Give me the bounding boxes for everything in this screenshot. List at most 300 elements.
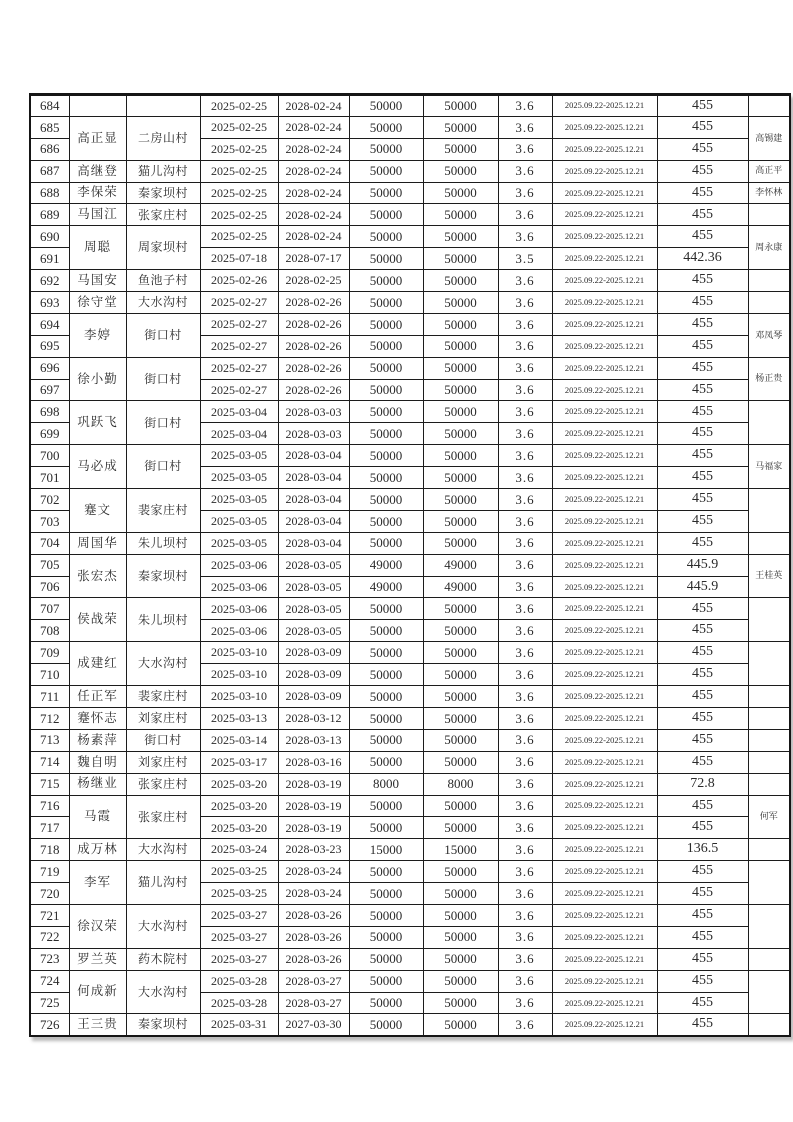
cell-name: 成建红 [69, 642, 126, 686]
cell-row-number: 708 [30, 620, 69, 642]
table-row [30, 839, 790, 861]
cell-rate: 3.6 [498, 116, 552, 138]
cell-name: 魏自明 [69, 751, 126, 773]
cell-end-date: 2028-02-26 [278, 313, 349, 335]
cell-row-number: 726 [30, 1014, 69, 1036]
cell-rate: 3.6 [498, 445, 552, 467]
cell-amount: 50000 [349, 970, 423, 992]
cell-end-date: 2028-02-24 [278, 182, 349, 204]
cell-start-date: 2025-07-18 [200, 248, 278, 270]
cell-interest: 445.9 [657, 576, 748, 598]
cell-end-date: 2028-03-09 [278, 664, 349, 686]
table-row [30, 970, 790, 992]
cell-start-date: 2025-02-25 [200, 138, 278, 160]
cell-end-date: 2028-02-26 [278, 292, 349, 314]
records-table [29, 93, 791, 1037]
table-row [30, 95, 790, 117]
cell-village: 街口村 [126, 445, 200, 489]
cell-amount: 50000 [349, 817, 423, 839]
cell-rate: 3.6 [498, 554, 552, 576]
cell-agent: 高正平 [748, 160, 790, 182]
cell-rate: 3.6 [498, 292, 552, 314]
cell-agent: 杨正贵 [748, 357, 790, 401]
cell-row-number: 710 [30, 664, 69, 686]
cell-amount: 50000 [349, 445, 423, 467]
cell-name: 周聪 [69, 226, 126, 270]
cell-interest: 455 [657, 95, 748, 117]
cell-name: 杨素萍 [69, 729, 126, 751]
cell-balance: 50000 [423, 532, 498, 554]
cell-end-date: 2028-03-19 [278, 773, 349, 795]
cell-interest-period: 2025.09.22-2025.12.21 [552, 554, 657, 576]
cell-interest-period: 2025.09.22-2025.12.21 [552, 751, 657, 773]
cell-name: 成万林 [69, 839, 126, 861]
cell-interest: 455 [657, 1014, 748, 1036]
cell-rate: 3.6 [498, 926, 552, 948]
cell-agent [748, 707, 790, 729]
cell-rate: 3.6 [498, 226, 552, 248]
cell-balance: 50000 [423, 883, 498, 905]
cell-amount: 50000 [349, 642, 423, 664]
cell-balance: 50000 [423, 313, 498, 335]
cell-interest: 136.5 [657, 839, 748, 861]
cell-interest: 455 [657, 357, 748, 379]
cell-interest: 455 [657, 182, 748, 204]
cell-row-number: 697 [30, 379, 69, 401]
cell-agent [748, 204, 790, 226]
cell-start-date: 2025-03-28 [200, 970, 278, 992]
cell-row-number: 714 [30, 751, 69, 773]
cell-end-date: 2028-03-09 [278, 686, 349, 708]
cell-row-number: 711 [30, 686, 69, 708]
cell-rate: 3.6 [498, 510, 552, 532]
cell-row-number: 694 [30, 313, 69, 335]
cell-interest-period: 2025.09.22-2025.12.21 [552, 948, 657, 970]
cell-balance: 50000 [423, 95, 498, 117]
cell-village: 秦家坝村 [126, 182, 200, 204]
cell-row-number: 705 [30, 554, 69, 576]
table-row [30, 554, 790, 576]
cell-interest: 455 [657, 313, 748, 335]
cell-balance: 50000 [423, 357, 498, 379]
cell-start-date: 2025-02-27 [200, 292, 278, 314]
cell-end-date: 2028-03-05 [278, 598, 349, 620]
cell-interest: 455 [657, 926, 748, 948]
cell-rate: 3.6 [498, 1014, 552, 1036]
cell-end-date: 2028-03-24 [278, 883, 349, 905]
cell-start-date: 2025-02-27 [200, 379, 278, 401]
cell-balance: 50000 [423, 292, 498, 314]
table-row [30, 532, 790, 554]
cell-agent [748, 729, 790, 751]
cell-agent [748, 1014, 790, 1036]
cell-agent: 高锡建 [748, 116, 790, 160]
table-row [30, 861, 790, 883]
cell-village: 刘家庄村 [126, 707, 200, 729]
cell-agent [748, 292, 790, 314]
cell-amount: 50000 [349, 489, 423, 511]
cell-balance: 50000 [423, 138, 498, 160]
cell-rate: 3.6 [498, 642, 552, 664]
cell-name: 徐小勤 [69, 357, 126, 401]
cell-start-date: 2025-03-27 [200, 926, 278, 948]
cell-agent [748, 751, 790, 773]
cell-agent [748, 95, 790, 117]
cell-start-date: 2025-03-20 [200, 817, 278, 839]
cell-rate: 3.6 [498, 576, 552, 598]
cell-interest-period: 2025.09.22-2025.12.21 [552, 904, 657, 926]
cell-interest-period: 2025.09.22-2025.12.21 [552, 357, 657, 379]
cell-interest: 455 [657, 883, 748, 905]
cell-row-number: 724 [30, 970, 69, 992]
cell-rate: 3.6 [498, 357, 552, 379]
cell-name: 王三贵 [69, 1014, 126, 1036]
cell-amount: 50000 [349, 1014, 423, 1036]
cell-interest: 455 [657, 948, 748, 970]
cell-village: 大水沟村 [126, 970, 200, 1014]
cell-start-date: 2025-02-25 [200, 182, 278, 204]
cell-end-date: 2028-03-26 [278, 904, 349, 926]
cell-balance: 50000 [423, 686, 498, 708]
cell-village: 街口村 [126, 357, 200, 401]
table-row [30, 116, 790, 138]
cell-interest: 455 [657, 817, 748, 839]
table-row [30, 773, 790, 795]
cell-balance: 50000 [423, 335, 498, 357]
cell-village: 张家庄村 [126, 204, 200, 226]
cell-interest: 455 [657, 379, 748, 401]
cell-name: 任正军 [69, 686, 126, 708]
cell-balance: 50000 [423, 861, 498, 883]
cell-interest-period: 2025.09.22-2025.12.21 [552, 292, 657, 314]
cell-interest-period: 2025.09.22-2025.12.21 [552, 861, 657, 883]
cell-rate: 3.6 [498, 751, 552, 773]
cell-end-date: 2028-02-24 [278, 116, 349, 138]
cell-balance: 8000 [423, 773, 498, 795]
cell-agent [748, 686, 790, 708]
cell-interest: 455 [657, 686, 748, 708]
table-row [30, 904, 790, 926]
cell-start-date: 2025-03-27 [200, 948, 278, 970]
cell-interest: 455 [657, 116, 748, 138]
table-row [30, 401, 790, 423]
cell-name: 马必成 [69, 445, 126, 489]
cell-rate: 3.6 [498, 839, 552, 861]
cell-name: 高继登 [69, 160, 126, 182]
cell-end-date: 2028-03-04 [278, 467, 349, 489]
cell-start-date: 2025-02-25 [200, 226, 278, 248]
cell-amount: 50000 [349, 467, 423, 489]
cell-amount: 8000 [349, 773, 423, 795]
cell-interest: 455 [657, 904, 748, 926]
cell-interest: 455 [657, 445, 748, 467]
cell-start-date: 2025-03-28 [200, 992, 278, 1014]
cell-row-number: 715 [30, 773, 69, 795]
cell-balance: 50000 [423, 948, 498, 970]
cell-amount: 50000 [349, 95, 423, 117]
cell-row-number: 722 [30, 926, 69, 948]
cell-balance: 50000 [423, 401, 498, 423]
cell-name: 徐守堂 [69, 292, 126, 314]
cell-end-date: 2028-03-03 [278, 401, 349, 423]
cell-interest-period: 2025.09.22-2025.12.21 [552, 883, 657, 905]
cell-rate: 3.6 [498, 138, 552, 160]
cell-balance: 50000 [423, 445, 498, 467]
cell-name: 侯战荣 [69, 598, 126, 642]
cell-row-number: 684 [30, 95, 69, 117]
cell-balance: 50000 [423, 467, 498, 489]
cell-start-date: 2025-02-25 [200, 116, 278, 138]
cell-interest: 455 [657, 598, 748, 620]
cell-village: 猫儿沟村 [126, 861, 200, 905]
cell-end-date: 2028-03-03 [278, 423, 349, 445]
cell-agent: 邓凤琴 [748, 313, 790, 357]
cell-interest: 455 [657, 795, 748, 817]
cell-end-date: 2028-02-24 [278, 138, 349, 160]
cell-rate: 3.6 [498, 729, 552, 751]
cell-rate: 3.6 [498, 270, 552, 292]
cell-rate: 3.6 [498, 861, 552, 883]
cell-amount: 50000 [349, 335, 423, 357]
cell-rate: 3.6 [498, 532, 552, 554]
cell-village: 街口村 [126, 313, 200, 357]
cell-interest-period: 2025.09.22-2025.12.21 [552, 95, 657, 117]
cell-agent [748, 904, 790, 948]
cell-interest-period: 2025.09.22-2025.12.21 [552, 992, 657, 1014]
cell-row-number: 717 [30, 817, 69, 839]
cell-row-number: 718 [30, 839, 69, 861]
cell-start-date: 2025-03-04 [200, 423, 278, 445]
cell-amount: 50000 [349, 204, 423, 226]
cell-start-date: 2025-03-06 [200, 620, 278, 642]
cell-interest-period: 2025.09.22-2025.12.21 [552, 926, 657, 948]
cell-interest-period: 2025.09.22-2025.12.21 [552, 970, 657, 992]
cell-balance: 50000 [423, 226, 498, 248]
cell-village: 大水沟村 [126, 292, 200, 314]
cell-start-date: 2025-03-05 [200, 467, 278, 489]
cell-agent: 马福家 [748, 445, 790, 489]
cell-amount: 50000 [349, 160, 423, 182]
cell-rate: 3.6 [498, 95, 552, 117]
table-row [30, 598, 790, 620]
cell-amount: 50000 [349, 620, 423, 642]
cell-interest-period: 2025.09.22-2025.12.21 [552, 379, 657, 401]
cell-row-number: 706 [30, 576, 69, 598]
cell-amount: 50000 [349, 707, 423, 729]
cell-amount: 50000 [349, 379, 423, 401]
cell-name: 高正显 [69, 116, 126, 160]
cell-row-number: 703 [30, 510, 69, 532]
cell-amount: 50000 [349, 270, 423, 292]
cell-end-date: 2028-03-19 [278, 795, 349, 817]
cell-rate: 3.6 [498, 160, 552, 182]
cell-interest: 455 [657, 751, 748, 773]
cell-interest: 445.9 [657, 554, 748, 576]
cell-row-number: 689 [30, 204, 69, 226]
cell-interest-period: 2025.09.22-2025.12.21 [552, 335, 657, 357]
cell-amount: 50000 [349, 248, 423, 270]
cell-balance: 50000 [423, 620, 498, 642]
cell-row-number: 687 [30, 160, 69, 182]
cell-start-date: 2025-03-10 [200, 642, 278, 664]
cell-row-number: 685 [30, 116, 69, 138]
cell-rate: 3.6 [498, 401, 552, 423]
cell-agent [748, 970, 790, 1014]
cell-interest: 455 [657, 226, 748, 248]
cell-interest: 455 [657, 335, 748, 357]
cell-village: 刘家庄村 [126, 751, 200, 773]
cell-amount: 50000 [349, 861, 423, 883]
cell-end-date: 2028-02-24 [278, 226, 349, 248]
cell-end-date: 2028-03-04 [278, 489, 349, 511]
cell-row-number: 720 [30, 883, 69, 905]
cell-village: 张家庄村 [126, 795, 200, 839]
table-row [30, 160, 790, 182]
cell-agent [748, 642, 790, 686]
cell-row-number: 725 [30, 992, 69, 1014]
cell-interest-period: 2025.09.22-2025.12.21 [552, 423, 657, 445]
cell-balance: 50000 [423, 182, 498, 204]
cell-interest: 455 [657, 292, 748, 314]
cell-row-number: 712 [30, 707, 69, 729]
cell-interest-period: 2025.09.22-2025.12.21 [552, 839, 657, 861]
cell-rate: 3.6 [498, 204, 552, 226]
cell-village: 秦家坝村 [126, 1014, 200, 1036]
cell-interest-period: 2025.09.22-2025.12.21 [552, 795, 657, 817]
cell-balance: 50000 [423, 423, 498, 445]
cell-amount: 50000 [349, 226, 423, 248]
table-row [30, 204, 790, 226]
cell-amount: 50000 [349, 116, 423, 138]
cell-name: 李保荣 [69, 182, 126, 204]
cell-name: 蹇文 [69, 489, 126, 533]
cell-rate: 3.6 [498, 707, 552, 729]
cell-name: 杨继业 [69, 773, 126, 795]
table-row [30, 489, 790, 511]
cell-village: 猫儿沟村 [126, 160, 200, 182]
cell-balance: 50000 [423, 160, 498, 182]
cell-village: 裴家庄村 [126, 686, 200, 708]
cell-name: 马国江 [69, 204, 126, 226]
cell-rate: 3.6 [498, 970, 552, 992]
cell-agent: 何军 [748, 795, 790, 839]
cell-balance: 50000 [423, 489, 498, 511]
cell-amount: 50000 [349, 926, 423, 948]
cell-rate: 3.6 [498, 467, 552, 489]
cell-balance: 50000 [423, 379, 498, 401]
cell-interest: 455 [657, 620, 748, 642]
cell-rate: 3.6 [498, 795, 552, 817]
cell-interest-period: 2025.09.22-2025.12.21 [552, 817, 657, 839]
cell-rate: 3.6 [498, 904, 552, 926]
cell-start-date: 2025-03-05 [200, 445, 278, 467]
cell-name: 李婷 [69, 313, 126, 357]
table-row [30, 445, 790, 467]
table-row [30, 707, 790, 729]
cell-start-date: 2025-03-27 [200, 904, 278, 926]
cell-balance: 50000 [423, 204, 498, 226]
cell-start-date: 2025-02-25 [200, 204, 278, 226]
cell-amount: 50000 [349, 729, 423, 751]
cell-agent [748, 270, 790, 292]
cell-name: 张宏杰 [69, 554, 126, 598]
cell-end-date: 2028-02-24 [278, 160, 349, 182]
cell-interest-period: 2025.09.22-2025.12.21 [552, 729, 657, 751]
cell-interest: 455 [657, 510, 748, 532]
cell-start-date: 2025-03-31 [200, 1014, 278, 1036]
cell-rate: 3.6 [498, 664, 552, 686]
cell-rate: 3.6 [498, 686, 552, 708]
cell-agent [748, 489, 790, 533]
table-row [30, 729, 790, 751]
cell-rate: 3.6 [498, 182, 552, 204]
cell-end-date: 2028-03-16 [278, 751, 349, 773]
cell-village: 街口村 [126, 729, 200, 751]
cell-end-date: 2028-03-19 [278, 817, 349, 839]
cell-balance: 50000 [423, 707, 498, 729]
cell-amount: 50000 [349, 948, 423, 970]
cell-end-date: 2028-03-05 [278, 620, 349, 642]
cell-village: 二房山村 [126, 116, 200, 160]
cell-start-date: 2025-02-27 [200, 335, 278, 357]
cell-rate: 3.6 [498, 313, 552, 335]
cell-balance: 50000 [423, 116, 498, 138]
table-row [30, 686, 790, 708]
table-row [30, 226, 790, 248]
cell-row-number: 707 [30, 598, 69, 620]
cell-interest-period: 2025.09.22-2025.12.21 [552, 182, 657, 204]
cell-row-number: 704 [30, 532, 69, 554]
cell-interest: 455 [657, 707, 748, 729]
cell-interest: 455 [657, 642, 748, 664]
table-row [30, 751, 790, 773]
cell-village: 周家坝村 [126, 226, 200, 270]
cell-rate: 3.6 [498, 948, 552, 970]
cell-end-date: 2028-02-26 [278, 379, 349, 401]
cell-balance: 50000 [423, 664, 498, 686]
cell-amount: 50000 [349, 751, 423, 773]
cell-balance: 50000 [423, 751, 498, 773]
cell-interest-period: 2025.09.22-2025.12.21 [552, 620, 657, 642]
cell-rate: 3.6 [498, 883, 552, 905]
cell-interest: 455 [657, 664, 748, 686]
cell-interest-period: 2025.09.22-2025.12.21 [552, 401, 657, 423]
cell-village [126, 95, 200, 117]
cell-interest-period: 2025.09.22-2025.12.21 [552, 707, 657, 729]
cell-start-date: 2025-03-06 [200, 598, 278, 620]
cell-interest: 455 [657, 401, 748, 423]
cell-amount: 50000 [349, 138, 423, 160]
cell-start-date: 2025-03-20 [200, 773, 278, 795]
cell-rate: 3.6 [498, 817, 552, 839]
table-row [30, 270, 790, 292]
cell-end-date: 2028-02-25 [278, 270, 349, 292]
cell-interest-period: 2025.09.22-2025.12.21 [552, 598, 657, 620]
table-row [30, 182, 790, 204]
cell-name: 罗兰英 [69, 948, 126, 970]
cell-interest-period: 2025.09.22-2025.12.21 [552, 467, 657, 489]
cell-start-date: 2025-02-27 [200, 313, 278, 335]
cell-village: 裴家庄村 [126, 489, 200, 533]
cell-name: 李军 [69, 861, 126, 905]
cell-end-date: 2027-03-30 [278, 1014, 349, 1036]
cell-interest-period: 2025.09.22-2025.12.21 [552, 642, 657, 664]
cell-amount: 50000 [349, 992, 423, 1014]
cell-interest: 455 [657, 861, 748, 883]
cell-start-date: 2025-03-14 [200, 729, 278, 751]
cell-row-number: 713 [30, 729, 69, 751]
cell-end-date: 2028-03-13 [278, 729, 349, 751]
